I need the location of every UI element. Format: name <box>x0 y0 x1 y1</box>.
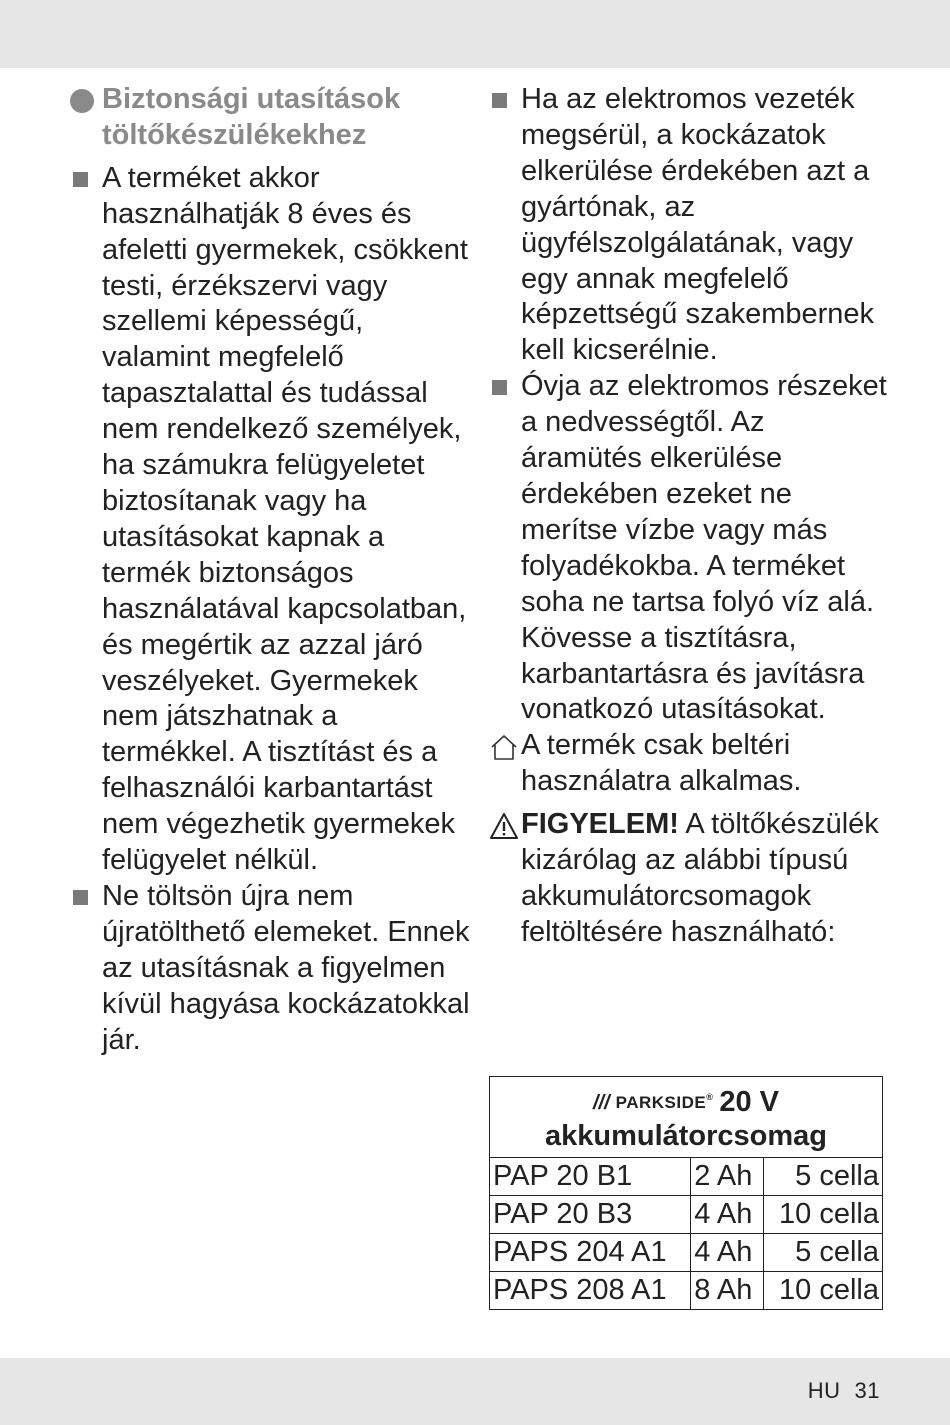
table-row <box>490 1272 883 1310</box>
square-bullet-icon <box>73 890 88 905</box>
list-item <box>489 369 889 728</box>
capacity-cell: 4 Ah <box>691 1196 764 1234</box>
square-bullet-icon <box>492 93 507 108</box>
list-item-text: Óvja az elektromos részeket a nedvességtől. Az áramütés elkerülése érdekében ezeket ne merítse vízbe vagy más folyadékokba. A terméket soha ne tartsa folyó víz alá. Kövesse a tisztításra, karbantartásra és javításra vonatkozó utasításokat. <box>521 370 887 726</box>
list-item-text: Ne töltsön újra nem újratölthető elemeket. Ennek az utasításnak a figyelmen kívül hagyása kockázatokkal jár. <box>102 879 470 1056</box>
voltage-label: 20 V <box>719 1086 780 1118</box>
right-column <box>489 82 889 951</box>
cells-cell: 5 cella <box>763 1234 882 1272</box>
circle-bullet-icon <box>70 89 94 113</box>
top-band <box>0 0 950 68</box>
left-column <box>70 82 470 1058</box>
language-code: HU <box>807 1378 841 1403</box>
capacity-cell: 2 Ah <box>691 1158 764 1196</box>
table-row <box>490 1196 883 1234</box>
cells-cell: 10 cella <box>763 1272 882 1310</box>
list-item <box>70 161 470 879</box>
model-cell: PAP 20 B3 <box>490 1196 691 1234</box>
brand-slashes: /// <box>592 1092 610 1114</box>
table-row <box>490 1158 883 1196</box>
table-caption: akkumulátorcsomag <box>544 1120 828 1152</box>
brand-logo <box>616 1093 714 1112</box>
warning-note <box>489 807 889 951</box>
page-footer <box>794 1378 880 1404</box>
house-outline-icon <box>489 732 519 762</box>
table-row <box>490 1234 883 1272</box>
brand-mark: ® <box>706 1092 714 1102</box>
capacity-cell: 8 Ah <box>691 1272 764 1310</box>
square-bullet-icon <box>73 172 88 187</box>
table-header <box>490 1077 883 1158</box>
section-heading-text: Biztonsági utasítások töltőkészülékekhez <box>102 83 401 151</box>
capacity-cell: 4 Ah <box>691 1234 764 1272</box>
table-header-row <box>490 1077 883 1158</box>
cells-cell: 5 cella <box>763 1158 882 1196</box>
indoor-note-text: A termék csak beltéri használatra alkalmas. <box>521 729 802 798</box>
model-cell: PAP 20 B1 <box>490 1158 691 1196</box>
list-item <box>489 82 889 369</box>
warning-text: A töltőkészülék kizárólag az alábbi típusú akkumulátorcsomagok feltöltésére használható: <box>521 808 879 948</box>
cells-cell: 10 cella <box>763 1196 882 1234</box>
section-heading <box>70 82 470 154</box>
warning-label: FIGYELEM! <box>521 808 679 841</box>
brand-name: PARKSIDE <box>615 1093 707 1112</box>
indoor-note <box>489 728 889 800</box>
page-number: 31 <box>854 1378 880 1403</box>
model-cell: PAPS 204 A1 <box>490 1234 691 1272</box>
list-item-text: A terméket akkor használhatják 8 éves és afeletti gyermekek, csökkent testi, érzékszervi vagy szellemi képességű, valamint megfelelő tapasztalattal és tudással nem rendelkező személyek, ha számukra felügyeletet biztosítanak vagy ha utasításokat kapnak a termék biztonságos használatával kapcsolatban, és megértik az azzal járó veszélyeket. Gyermekek nem játszhatnak a termékkel. A tisztítást és a felhasználói karbantartást nem végezhetik gyermekek felügyelet nélkül. <box>102 161 468 877</box>
model-cell: PAPS 208 A1 <box>490 1272 691 1310</box>
list-item <box>70 879 470 1059</box>
warning-triangle-icon <box>489 811 519 841</box>
square-bullet-icon <box>492 380 507 395</box>
list-item-text: Ha az elektromos vezeték megsérül, a kockázatok elkerülése érdekében azt a gyártónak, az ügyfélszolgálatának, vagy egy annak megfelelő képzettségű szakembernek kell kicserélnie. <box>521 83 875 367</box>
battery-table <box>489 1076 883 1310</box>
